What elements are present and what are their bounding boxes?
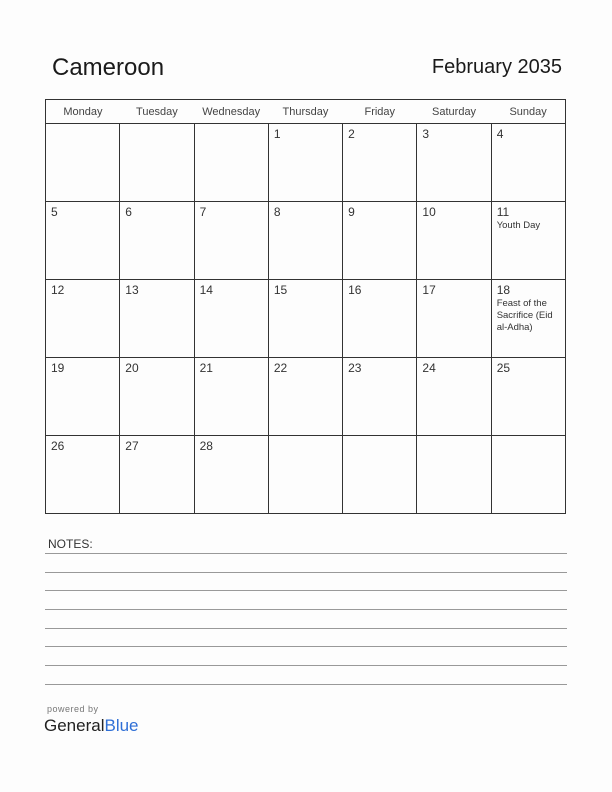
day-cell — [268, 124, 342, 202]
day-cell — [268, 280, 342, 358]
day-number — [492, 436, 565, 439]
day-number: 21 — [199, 361, 213, 375]
day-cell — [268, 202, 342, 280]
holiday-label: Youth Day — [496, 220, 541, 231]
country-title: Cameroon — [52, 54, 165, 81]
day-number: 8 — [273, 205, 281, 219]
week-row — [46, 358, 566, 436]
day-cell — [417, 358, 491, 436]
day-number — [417, 436, 490, 439]
holiday-label: Feast of the Sacrifice (Eid al-Adha) — [496, 298, 553, 333]
notes-line — [45, 609, 567, 610]
day-cell — [491, 202, 565, 280]
day-number: 27 — [125, 439, 139, 453]
weekday-header: Friday — [343, 100, 417, 124]
powered-by-label: powered by — [47, 704, 99, 714]
day-number: 20 — [125, 361, 139, 375]
day-number: 10 — [422, 205, 436, 219]
day-cell — [194, 280, 268, 358]
day-cell — [120, 358, 194, 436]
day-cell — [343, 280, 417, 358]
week-row — [46, 280, 566, 358]
notes-line — [45, 646, 567, 647]
day-cell — [46, 358, 120, 436]
day-number: 28 — [199, 439, 213, 453]
day-cell — [343, 436, 417, 514]
day-cell — [120, 124, 194, 202]
weekday-header-row — [46, 100, 566, 124]
week-row — [46, 436, 566, 514]
day-cell — [120, 436, 194, 514]
day-number: 16 — [348, 283, 362, 297]
day-number: 3 — [422, 127, 430, 141]
day-number: 15 — [273, 283, 288, 297]
day-number — [46, 124, 119, 127]
week-row — [46, 124, 566, 202]
day-number: 5 — [51, 205, 58, 219]
weekday-header: Monday — [46, 100, 120, 124]
day-cell — [491, 124, 565, 202]
day-cell — [46, 124, 120, 202]
day-cell — [120, 280, 194, 358]
day-number: 24 — [422, 361, 436, 375]
day-cell — [491, 280, 565, 358]
weekday-header: Wednesday — [194, 100, 268, 124]
day-cell — [343, 358, 417, 436]
day-number: 19 — [51, 361, 65, 375]
day-number: 2 — [348, 127, 355, 141]
day-number: 4 — [496, 127, 504, 141]
day-cell — [417, 436, 491, 514]
day-number: 7 — [199, 205, 207, 219]
day-number: 9 — [348, 205, 355, 219]
weekday-header: Tuesday — [120, 100, 194, 124]
day-number: 13 — [125, 283, 139, 297]
generalblue-logo[interactable] — [44, 716, 139, 736]
notes-line — [45, 684, 567, 685]
notes-line — [45, 572, 567, 573]
brand-blue-text: Blue — [104, 716, 139, 735]
day-cell — [417, 202, 491, 280]
day-cell — [194, 202, 268, 280]
weekday-header: Thursday — [268, 100, 342, 124]
notes-line — [45, 628, 567, 629]
month-year-title: February 2035 — [431, 56, 562, 78]
day-cell — [417, 280, 491, 358]
day-cell — [343, 124, 417, 202]
day-number — [195, 124, 268, 127]
day-number — [343, 436, 416, 439]
week-row — [46, 202, 566, 280]
calendar-grid — [45, 99, 566, 514]
notes-line — [45, 553, 567, 554]
day-cell — [46, 436, 120, 514]
day-cell — [194, 124, 268, 202]
day-cell — [46, 280, 120, 358]
weekday-header: Saturday — [417, 100, 491, 124]
day-number: 14 — [199, 283, 213, 297]
day-number: 11 — [496, 205, 510, 219]
notes-line — [45, 590, 567, 591]
day-number: 22 — [273, 361, 288, 375]
day-number: 26 — [51, 439, 65, 453]
day-cell — [491, 436, 565, 514]
day-cell — [268, 358, 342, 436]
day-number: 18 — [496, 283, 511, 297]
day-cell — [343, 202, 417, 280]
brand-general-text: General — [44, 716, 105, 735]
day-number: 25 — [496, 361, 511, 375]
notes-label: NOTES: — [48, 537, 93, 551]
day-number — [120, 124, 193, 127]
day-cell — [417, 124, 491, 202]
day-cell — [194, 358, 268, 436]
day-cell — [491, 358, 565, 436]
day-number: 6 — [125, 205, 132, 219]
day-cell — [194, 436, 268, 514]
day-number: 1 — [273, 127, 281, 141]
day-cell — [268, 436, 342, 514]
weekday-header: Sunday — [491, 100, 565, 124]
day-number: 23 — [348, 361, 362, 375]
day-cell — [120, 202, 194, 280]
day-number: 12 — [51, 283, 65, 297]
day-number: 17 — [422, 283, 436, 297]
day-number — [269, 436, 342, 439]
notes-line — [45, 665, 567, 666]
day-cell — [46, 202, 120, 280]
